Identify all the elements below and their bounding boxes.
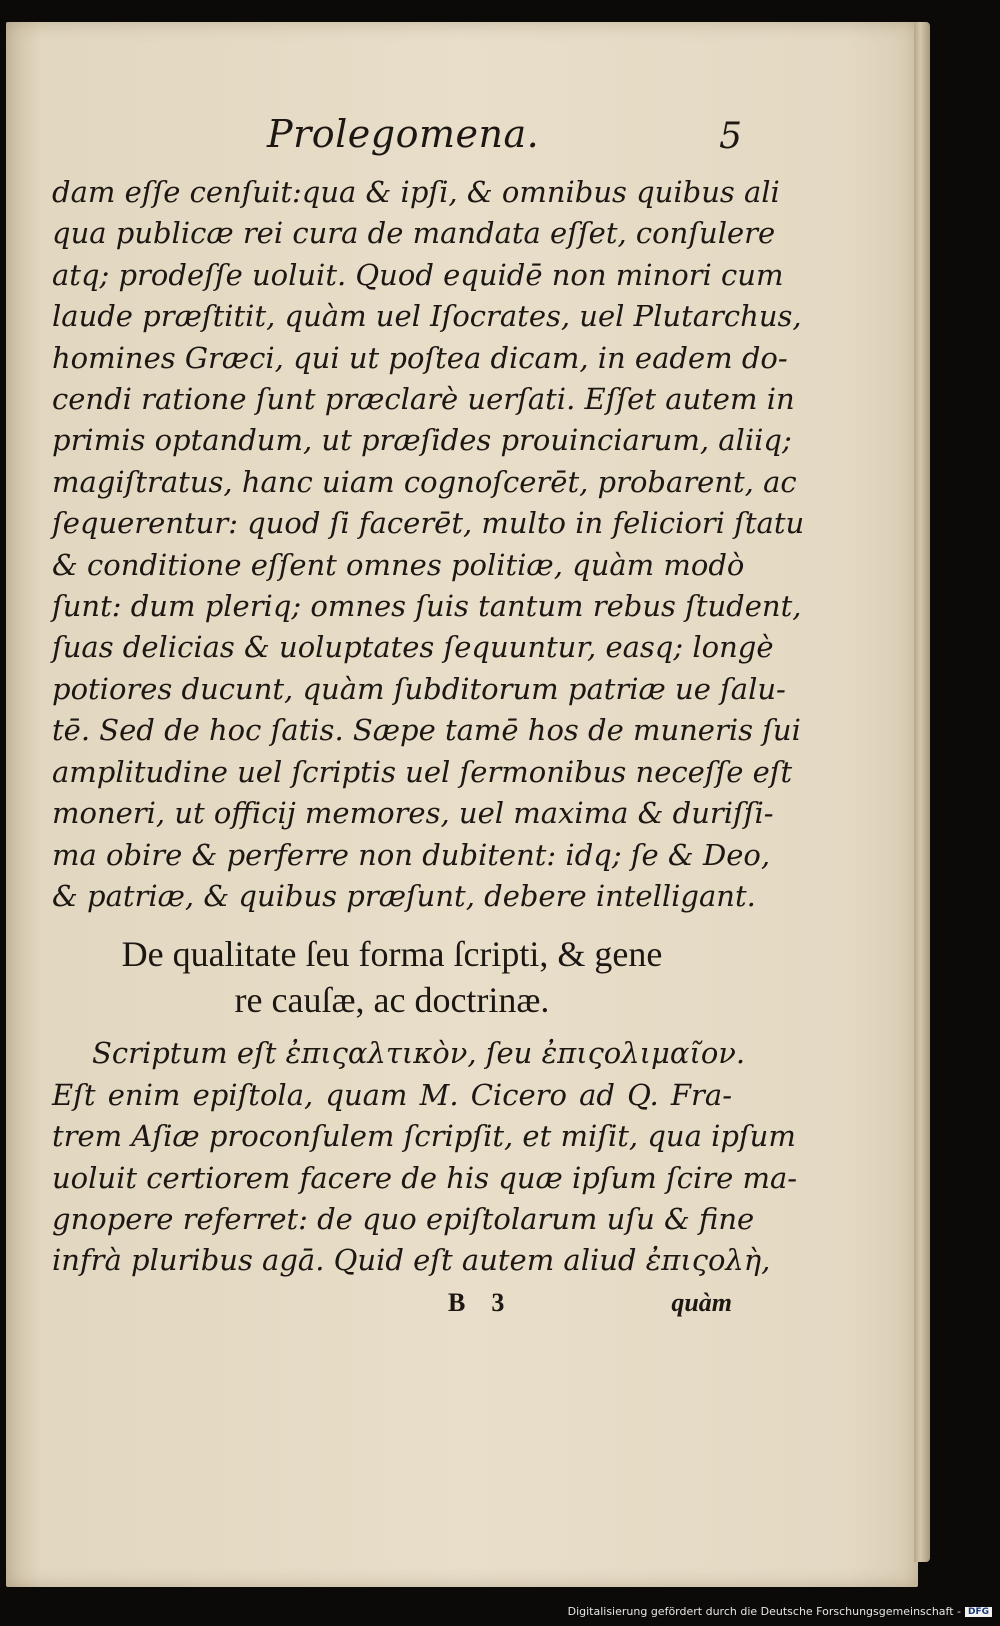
heading-line: re cauſæ, ac doctrinæ. xyxy=(234,980,550,1021)
signature-letter: B xyxy=(448,1287,466,1317)
text-line: ſequerentur: quod ſi facerēt, multo in feliciori ſtatu xyxy=(52,506,805,541)
page-number: 5 xyxy=(719,116,742,157)
text-line: primis optandum, ut præſides prouinciarum, aliiq; xyxy=(52,423,792,458)
text-line: uoluit certiorem facere de his quæ ipſum ſcire ma- xyxy=(52,1160,798,1195)
text-line: tē. Sed de hoc ſatis. Sæpe tamē hos de muneris ſui xyxy=(52,713,801,748)
heading-line: De qualitate ſeu forma ſcripti, & gene xyxy=(121,934,663,975)
page-header xyxy=(52,112,742,172)
page-content xyxy=(52,112,805,1328)
text-line: potiores ducunt, quàm ſubditorum patriæ ue ſalu- xyxy=(52,671,786,706)
text-line: moneri, ut officij memores, uel maxima & duriſſi- xyxy=(52,796,774,831)
running-head: Prolegomena. xyxy=(267,112,540,156)
text-line: infrà pluribus agā. Quid eſt autem aliud ἐπιςολὴ, xyxy=(52,1243,771,1278)
text-line: Scriptum eſt ἐπιςαλτικὸν, ſeu ἐπιςολιμαῖον. xyxy=(92,1036,746,1071)
section-heading xyxy=(52,931,732,1023)
text-line: gnopere referret: de quo epiſtolarum uſu & fine xyxy=(52,1201,755,1236)
text-line: atq; prodeſſe uoluit. Quod equidē non minori cum xyxy=(52,257,784,292)
text-line: trem Aſiæ proconſulem ſcripſit, et miſit, qua ipſum xyxy=(52,1119,796,1154)
text-line: ſuas delicias & uoluptates ſequuntur, easq; longè xyxy=(52,630,774,665)
text-line: magiſtratus, hanc uiam cognoſcerēt, probarent, ac xyxy=(52,464,797,499)
text-line: amplitudine uel ſcriptis uel ſermonibus neceſſe eſt xyxy=(52,754,793,789)
text-line: dam eſſe cenſuit:qua & ipſi, & omnibus quibus ali xyxy=(52,175,780,209)
text-line: ma obire & perferre non dubitent: idq; ſe & Deo, xyxy=(52,837,771,872)
text-line: homines Græci, qui ut poſtea dicam, in eadem do- xyxy=(52,340,788,375)
catchword: quàm xyxy=(671,1287,732,1317)
signature-mark xyxy=(448,1288,504,1318)
text-line: qua publicæ rei cura de mandata eſſet, conſulere xyxy=(52,216,776,251)
page-footer xyxy=(52,1288,732,1328)
dfg-logo-icon: DFG xyxy=(965,1607,992,1617)
funding-attribution xyxy=(568,1605,992,1618)
text-line: Eſt enim epiſtola, quam M. Cicero ad Q. Fra- xyxy=(52,1077,732,1112)
page-edge xyxy=(914,22,930,1562)
text-line: laude præſtitit, quàm uel Iſocrates, uel Plutarchus, xyxy=(52,299,802,334)
text-line: cendi ratione ſunt præclarè uerſati. Eſſet autem in xyxy=(52,382,795,417)
text-line: ſunt: dum pleriq; omnes ſuis tantum rebus ſtudent, xyxy=(52,589,802,624)
signature-number: 3 xyxy=(491,1287,505,1317)
section-text xyxy=(52,1033,798,1281)
text-line: & patriæ, & quibus præſunt, debere intelligant. xyxy=(52,878,756,913)
body-text xyxy=(52,172,805,917)
text-line: & conditione eſſent omnes politiæ, quàm modò xyxy=(52,547,745,582)
attribution-text: Digitalisierung gefördert durch die Deutsche Forschungsgemeinschaft - xyxy=(567,1605,961,1618)
